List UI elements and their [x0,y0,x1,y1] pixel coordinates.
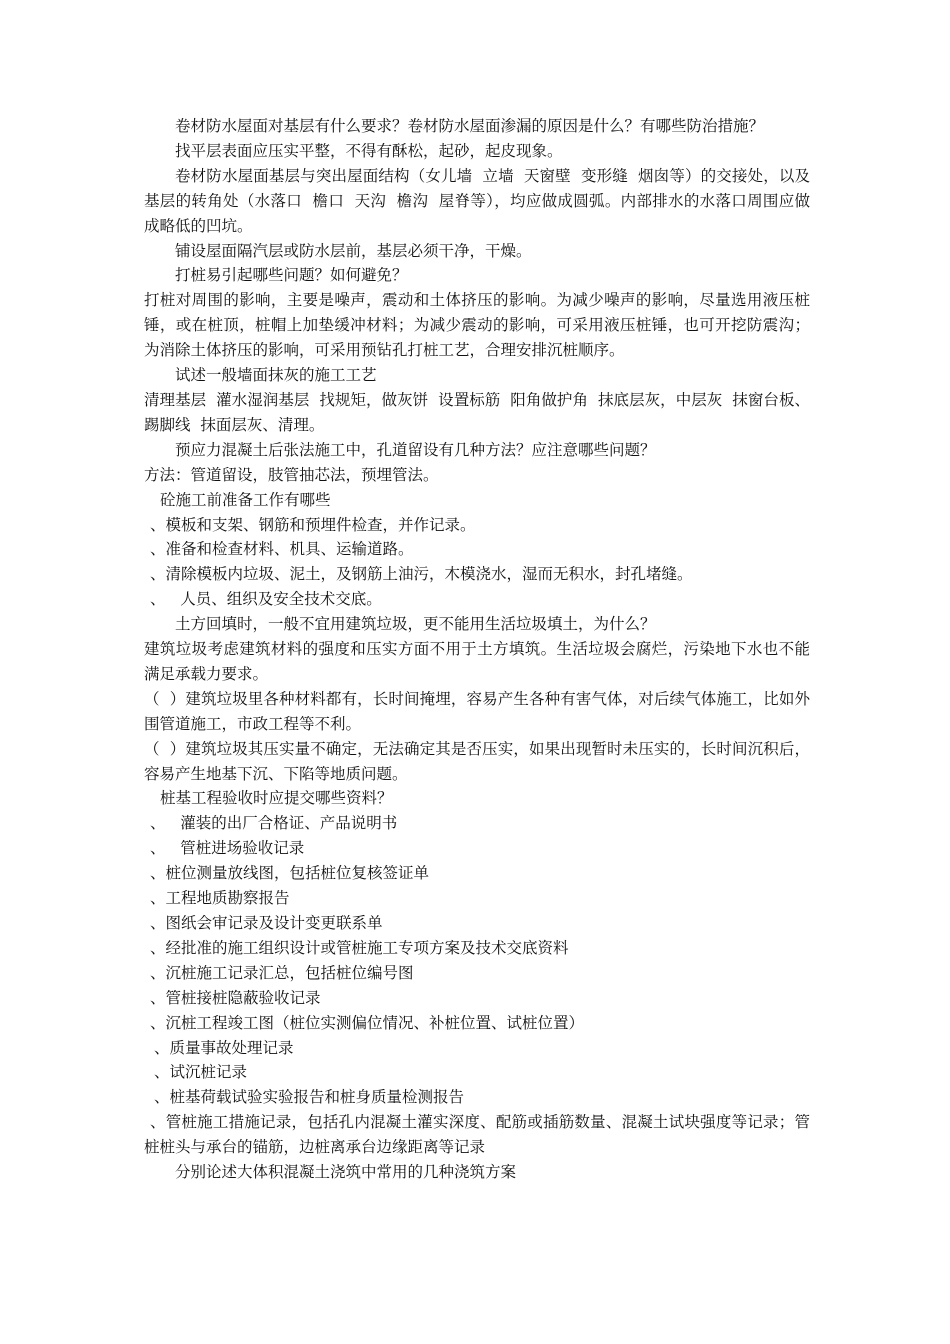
paragraph: 找平层表面应压实平整，不得有酥松，起砂，起皮现象。 [175,141,563,160]
paragraph: 、图纸会审记录及设计变更联系单 [150,914,383,932]
paragraph: 分别论述大体积混凝土浇筑中常用的几种浇筑方案 [175,1163,517,1182]
paragraph: （ ）建筑垃圾里各种材料都有，长时间掩埋，容易产生各种有害气体，对后续气体施工，比如外围管道施工，市政工程等不利。 [144,689,810,733]
paragraph: 打桩易引起哪些问题？如何避免？ [175,266,408,285]
paragraph: 卷材防水屋面对基层有什么要求？卷材防水屋面渗漏的原因是什么？有哪些防治措施？ [175,117,765,135]
paragraph: 土方回填时，一般不宜用建筑垃圾，更不能用生活垃圾填土，为什么？ [175,615,656,634]
paragraph: 、桩位测量放线图，包括桩位复核签证单 [150,864,430,883]
paragraph: 、准备和检查材料、机具、运输道路。 [150,540,414,559]
paragraph: 、桩基荷载试验实验报告和桩身质量检测报告 [154,1088,465,1107]
paragraph: 试述一般墙面抹灰的施工工艺 [175,366,377,385]
paragraph: 、清除模板内垃圾、泥土，及钢筋上油污，木模浇水，湿而无积水，封孔堵缝。 [150,565,693,584]
paragraph: 建筑垃圾考虑建筑材料的强度和压实方面不用于土方填筑。生活垃圾会腐烂，污染地下水也不能满足承载力要求。 [144,640,810,683]
paragraph: 、管桩施工措施记录，包括孔内混凝土灌实深度、配筋或插筋数量、混凝土试块强度等记录；管桩桩头与承台的锚筋，边桩离承台边缘距离等记录 [144,1113,810,1157]
paragraph: 清理基层 灌水湿润基层 找规矩，做灰饼 设置标筋 阳角做护角 抹底层灰，中层灰 抹窗台板、踢脚线 抹面层灰、清理。 [144,390,810,434]
paragraph: 打桩对周围的影响，主要是噪声，震动和土体挤压的影响。为减少噪声的影响，尽量选用液压桩锤，或在桩顶，桩帽上加垫缓冲材料；为减少震动的影响，可采用液压桩锤，也可开挖防震沟；为消除土体挤压的影响，可采用预钻孔打桩工艺，合理安排沉桩顺序。 [144,291,810,360]
paragraph: 、模板和支架、钢筋和预埋件检查，并作记录。 [150,515,476,534]
paragraph: 、试沉桩记录 [154,1063,248,1082]
paragraph: 、沉桩施工记录汇总，包括桩位编号图 [150,963,414,982]
paragraph: 方法：管道留设，肢管抽芯法，预埋管法。 [144,465,439,484]
paragraph: 、 管桩进场验收记录 [150,839,305,858]
paragraph: （ ）建筑垃圾其压实量不确定，无法确定其是否压实，如果出现暂时未压实的，长时间沉积后，容易产生地基下沉、下陷等地质问题。 [144,739,810,783]
paragraph: 、 灌装的出厂合格证、产品说明书 [150,814,398,833]
document-body [144,114,810,1185]
paragraph: 、质量事故处理记录 [154,1038,294,1057]
paragraph: 桩基工程验收时应提交哪些资料？ [160,789,393,808]
paragraph: 预应力混凝土后张法施工中，孔道留设有几种方法？应注意哪些问题？ [175,440,656,459]
paragraph: 、经批准的施工组织设计或管桩施工专项方案及技术交底资料 [150,938,569,957]
paragraph: 铺设屋面隔汽层或防水层前，基层必须干净，干燥。 [175,241,532,260]
paragraph: 、沉桩工程竣工图（桩位实测偏位情况、补桩位置、试桩位置） [150,1013,585,1032]
paragraph: 、工程地质勘察报告 [150,889,290,908]
paragraph: 、管桩接桩隐蔽验收记录 [150,988,321,1007]
paragraph: 砼施工前准备工作有哪些 [160,490,331,509]
paragraph: 卷材防水屋面基层与突出屋面结构（女儿墙 立墙 天窗壁 变形缝 烟囱等）的交接处，以及基层的转角处（水落口 檐口 天沟 檐沟 屋脊等），均应做成圆弧。内部排水的水落口周围应做成略低的凹坑。 [144,166,810,235]
paragraph: 、 人员、组织及安全技术交底。 [150,590,382,609]
